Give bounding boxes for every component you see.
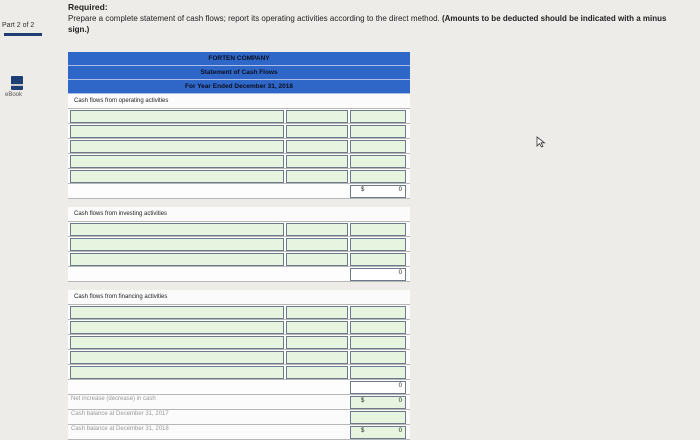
amount-input[interactable] [286,321,348,334]
statement-period: For Year Ended December 31, 2018 [68,80,410,94]
section-investing: Cash flows from investing activities [68,207,410,222]
operating-row-2[interactable] [68,124,410,139]
end-balance-row [68,425,410,440]
desc-input[interactable] [70,125,284,138]
total-input[interactable] [350,155,406,168]
end-balance-label: Cash balance at December 31, 2018 [71,426,169,432]
instructions-main: Prepare a complete statement of cash flows; report its operating activities according to the direct method. [68,14,440,23]
amount-input[interactable] [286,155,348,168]
desc-input[interactable] [70,223,284,236]
financing-row-2[interactable] [68,320,410,335]
mouse-pointer-icon [536,136,546,148]
operating-row-3[interactable] [68,139,410,154]
amount-input[interactable] [286,253,348,266]
amount-input[interactable] [286,125,348,138]
dollar-sign: $ [361,398,365,404]
dollar-sign: $ [361,428,365,434]
investing-total-row [68,267,410,282]
operating-row-1[interactable] [68,109,410,124]
operating-row-5[interactable] [68,169,410,184]
desc-input[interactable] [70,170,284,183]
desc-input[interactable] [70,110,284,123]
financing-total[interactable] [350,381,406,394]
total-input[interactable] [350,110,406,123]
total-input[interactable] [350,306,406,319]
desc-input[interactable] [70,155,284,168]
investing-total-value: 0 [398,270,402,276]
total-input[interactable] [350,125,406,138]
net-change-row [68,395,410,410]
amount-input[interactable] [286,140,348,153]
amount-input[interactable] [286,110,348,123]
section-operating: Cash flows from operating activities [68,94,410,109]
dollar-sign: $ [361,187,365,193]
operating-total-row [68,184,410,199]
investing-total[interactable] [350,268,406,281]
financing-row-1[interactable] [68,305,410,320]
amount-input[interactable] [286,306,348,319]
total-input[interactable] [350,170,406,183]
financing-row-5[interactable] [68,365,410,380]
amount-input[interactable] [286,336,348,349]
investing-row-3[interactable] [68,252,410,267]
desc-input[interactable] [70,140,284,153]
financing-row-3[interactable] [68,335,410,350]
investing-row-1[interactable] [68,222,410,237]
desc-input[interactable] [70,253,284,266]
amount-input[interactable] [286,366,348,379]
financing-total-value: 0 [398,383,402,389]
amount-input[interactable] [286,223,348,236]
company-name: FORTEN COMPANY [68,52,410,66]
financing-total-row [68,380,410,395]
beg-balance-input[interactable] [350,411,406,424]
net-change-input[interactable] [350,396,406,409]
end-balance-value: 0 [398,428,402,434]
total-input[interactable] [350,238,406,251]
amount-input[interactable] [286,238,348,251]
desc-input[interactable] [70,238,284,251]
amount-input[interactable] [286,351,348,364]
amount-input[interactable] [286,170,348,183]
end-balance-input[interactable] [350,426,406,439]
desc-input[interactable] [70,351,284,364]
desc-input[interactable] [70,321,284,334]
ebook-icon[interactable] [11,76,23,90]
left-rail [0,0,58,430]
operating-row-4[interactable] [68,154,410,169]
instructions-bold: (Amounts to be deducted should be indicated with a minus sign.) [68,14,667,34]
total-input[interactable] [350,366,406,379]
total-input[interactable] [350,140,406,153]
net-change-value: 0 [398,398,402,404]
beg-balance-row [68,410,410,425]
cash-flow-statement [68,52,410,440]
operating-total-value: 0 [398,187,402,193]
total-input[interactable] [350,253,406,266]
net-change-label: Net increase (decrease) in cash [71,396,156,402]
part-progress-bar [4,33,42,36]
statement-header [68,52,410,94]
ebook-label[interactable]: eBook [5,92,23,98]
operating-total[interactable] [350,185,406,198]
financing-row-4[interactable] [68,350,410,365]
section-financing: Cash flows from financing activities [68,290,410,305]
desc-input[interactable] [70,336,284,349]
part-label: Part 2 of 2 [2,22,35,29]
desc-input[interactable] [70,306,284,319]
instructions-text [68,13,688,35]
total-input[interactable] [350,351,406,364]
total-input[interactable] [350,336,406,349]
total-input[interactable] [350,223,406,236]
required-title: Required: [68,2,108,12]
desc-input[interactable] [70,366,284,379]
beg-balance-label: Cash balance at December 31, 2017 [71,411,169,417]
total-input[interactable] [350,321,406,334]
statement-title: Statement of Cash Flows [68,66,410,80]
investing-row-2[interactable] [68,237,410,252]
